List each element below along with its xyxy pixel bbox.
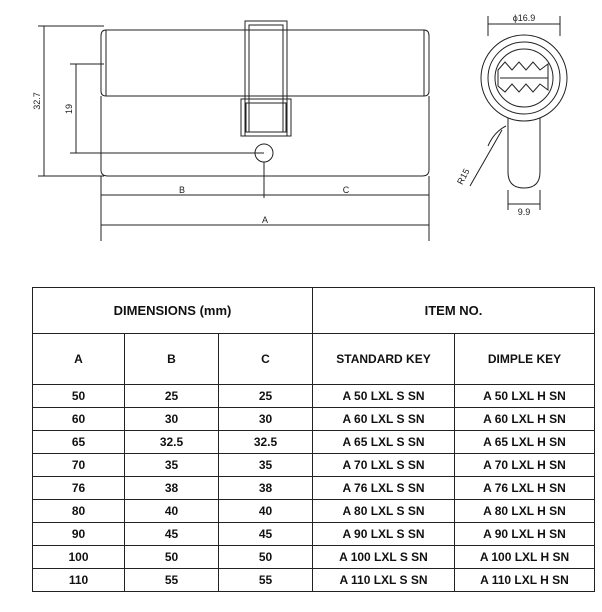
cell-standard-key: A 100 LXL S SN: [313, 546, 455, 569]
group-header-row: [33, 288, 595, 334]
cylinder-body-outline: [101, 30, 429, 96]
table-row: [33, 569, 595, 592]
side-view: [38, 21, 429, 241]
cell-standard-key: A 60 LXL S SN: [313, 408, 455, 431]
cell-standard-key: A 70 LXL S SN: [313, 454, 455, 477]
table-body: [33, 385, 595, 592]
cell-dimple-key: A 110 LXL H SN: [455, 569, 595, 592]
table-row: [33, 385, 595, 408]
cell-a: 80: [33, 500, 125, 523]
cell-c: 30: [219, 408, 313, 431]
cell-b: 45: [125, 523, 219, 546]
cell-standard-key: A 90 LXL S SN: [313, 523, 455, 546]
front-lower-body: [508, 118, 540, 188]
label-height-cam: 19: [64, 103, 74, 115]
keyway: [498, 62, 548, 92]
label-width-bottom: 9.9: [517, 207, 531, 217]
cell-c: 38: [219, 477, 313, 500]
label-height-total: 32.7: [32, 92, 42, 110]
cell-dimple-key: A 90 LXL H SN: [455, 523, 595, 546]
cell-dimple-key: A 50 LXL H SN: [455, 385, 595, 408]
cell-standard-key: A 80 LXL S SN: [313, 500, 455, 523]
cell-standard-key: A 76 LXL S SN: [313, 477, 455, 500]
leader-line-radius: [470, 130, 502, 186]
cell-c: 40: [219, 500, 313, 523]
cell-standard-key: A 50 LXL S SN: [313, 385, 455, 408]
front-view: [470, 16, 567, 210]
cell-b: 50: [125, 546, 219, 569]
table-row: [33, 523, 595, 546]
cell-c: 50: [219, 546, 313, 569]
cell-b: 55: [125, 569, 219, 592]
cell-dimple-key: A 70 LXL H SN: [455, 454, 595, 477]
table-row: [33, 477, 595, 500]
cell-b: 35: [125, 454, 219, 477]
cam-outer: [245, 21, 287, 136]
cell-dimple-key: A 100 LXL H SN: [455, 546, 595, 569]
column-header-c: C: [219, 334, 313, 385]
table-row: [33, 454, 595, 477]
column-header-row: [33, 334, 595, 385]
group-header-item-no: ITEM NO.: [313, 288, 595, 334]
cell-b: 32.5: [125, 431, 219, 454]
cam-inner: [249, 25, 283, 132]
column-header-b: B: [125, 334, 219, 385]
cell-standard-key: A 65 LXL S SN: [313, 431, 455, 454]
cell-c: 32.5: [219, 431, 313, 454]
column-header-standard-key: STANDARD KEY: [313, 334, 455, 385]
technical-drawing: [0, 0, 602, 260]
cell-dimple-key: A 80 LXL H SN: [455, 500, 595, 523]
cell-a: 70: [33, 454, 125, 477]
label-b: B: [178, 185, 186, 195]
label-a: A: [261, 215, 269, 225]
cell-a: 65: [33, 431, 125, 454]
cell-c: 35: [219, 454, 313, 477]
cell-dimple-key: A 65 LXL H SN: [455, 431, 595, 454]
cell-a: 100: [33, 546, 125, 569]
cell-c: 55: [219, 569, 313, 592]
cell-a: 110: [33, 569, 125, 592]
cell-b: 40: [125, 500, 219, 523]
table-row: [33, 431, 595, 454]
column-header-a: A: [33, 334, 125, 385]
cell-b: 38: [125, 477, 219, 500]
cell-c: 25: [219, 385, 313, 408]
table-row: [33, 408, 595, 431]
cell-c: 45: [219, 523, 313, 546]
label-diameter: ϕ16.9: [512, 13, 536, 23]
label-radius: R15: [455, 166, 472, 187]
cam-notch-inner: [246, 103, 286, 132]
cell-dimple-key: A 76 LXL H SN: [455, 477, 595, 500]
cell-dimple-key: A 60 LXL H SN: [455, 408, 595, 431]
cell-a: 90: [33, 523, 125, 546]
cell-a: 60: [33, 408, 125, 431]
dimensions-table: [32, 287, 595, 592]
cell-a: 76: [33, 477, 125, 500]
label-c: C: [342, 185, 350, 195]
cam-arc: [488, 126, 506, 146]
cell-b: 25: [125, 385, 219, 408]
cell-a: 50: [33, 385, 125, 408]
group-header-dimensions: DIMENSIONS (mm): [33, 288, 313, 334]
cell-standard-key: A 110 LXL S SN: [313, 569, 455, 592]
column-header-dimple-key: DIMPLE KEY: [455, 334, 595, 385]
table-row: [33, 546, 595, 569]
table-row: [33, 500, 595, 523]
cell-b: 30: [125, 408, 219, 431]
